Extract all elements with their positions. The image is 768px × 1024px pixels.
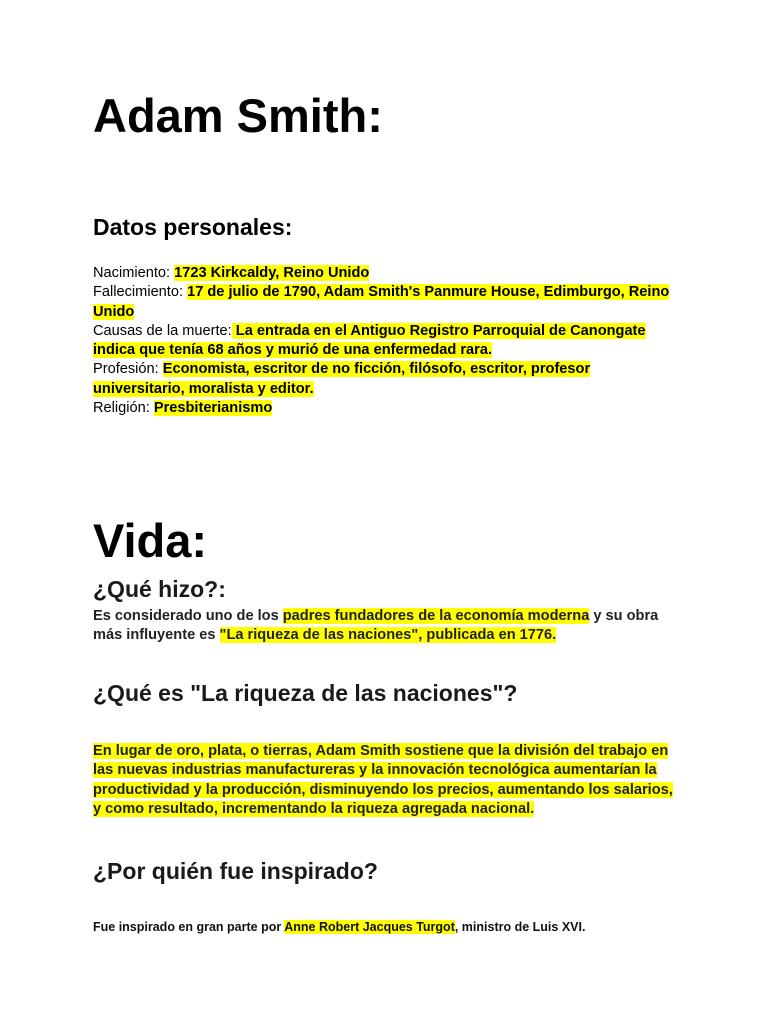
profession-label: Profesión:	[93, 361, 163, 378]
inspired-text-2: , ministro de Luis XVI.	[454, 920, 586, 934]
what-did-text-1: Es considerado uno de los	[93, 608, 283, 624]
death-value: 17 de julio de 1790, Adam Smith's Panmure House, Edimburgo, Reino Unido	[93, 284, 670, 320]
death-cause-value: La entrada en el Antiguo Registro Parroquial de Canongate indica que tenía 68 años y murió de una enfermedad rara.	[93, 322, 646, 359]
what-did-paragraph	[93, 607, 683, 646]
inspired-highlight: Anne Robert Jacques Turgot	[284, 920, 455, 934]
personal-data-list	[93, 264, 683, 418]
what-did-heading: ¿Qué hizo?:	[93, 576, 226, 602]
what-did-highlight-2: "La riqueza de las naciones", publicada en 1776.	[219, 627, 557, 644]
death-label: Fallecimiento:	[93, 284, 188, 301]
page-title: Adam Smith:	[93, 89, 383, 142]
religion-row	[93, 399, 683, 418]
inspired-heading: ¿Por quién fue inspirado?	[93, 858, 378, 884]
inspired-text-1: Fue inspirado en gran parte por	[93, 920, 285, 934]
death-cause-label: Causas de la muerte:	[93, 322, 232, 339]
birth-row	[93, 264, 683, 283]
personal-data-heading: Datos personales:	[93, 214, 293, 240]
inspired-paragraph	[93, 919, 683, 935]
what-did-text-2: y su obra más influyente es	[93, 608, 659, 644]
religion-label: Religión:	[93, 400, 154, 417]
religion-value: Presbiterianismo	[153, 400, 273, 417]
what-did-highlight-1: padres fundadores de la economía moderna	[282, 608, 590, 624]
profession-row	[93, 360, 683, 399]
death-cause-row	[93, 322, 683, 361]
birth-value: 1723 Kirkcaldy, Reino Unido	[174, 265, 370, 281]
death-row	[93, 283, 683, 322]
wealth-text: En lugar de oro, plata, o tierras, Adam Smith sostiene que la división del trabajo en las nuevas industrias manufactureras y la innovación tecnológica aumentarían la productividad y la producción, disminuyendo los precios, aumentando los salarios, y como resultado, incrementando la riqueza agregada nacional.	[93, 743, 673, 817]
wealth-paragraph	[93, 742, 683, 819]
birth-label: Nacimiento:	[93, 265, 175, 281]
wealth-heading: ¿Qué es "La riqueza de las naciones"?	[93, 680, 518, 706]
profession-value: Economista, escritor de no ficción, filósofo, escritor, profesor universitario, moralista y editor.	[93, 361, 591, 397]
life-heading: Vida:	[93, 514, 208, 567]
